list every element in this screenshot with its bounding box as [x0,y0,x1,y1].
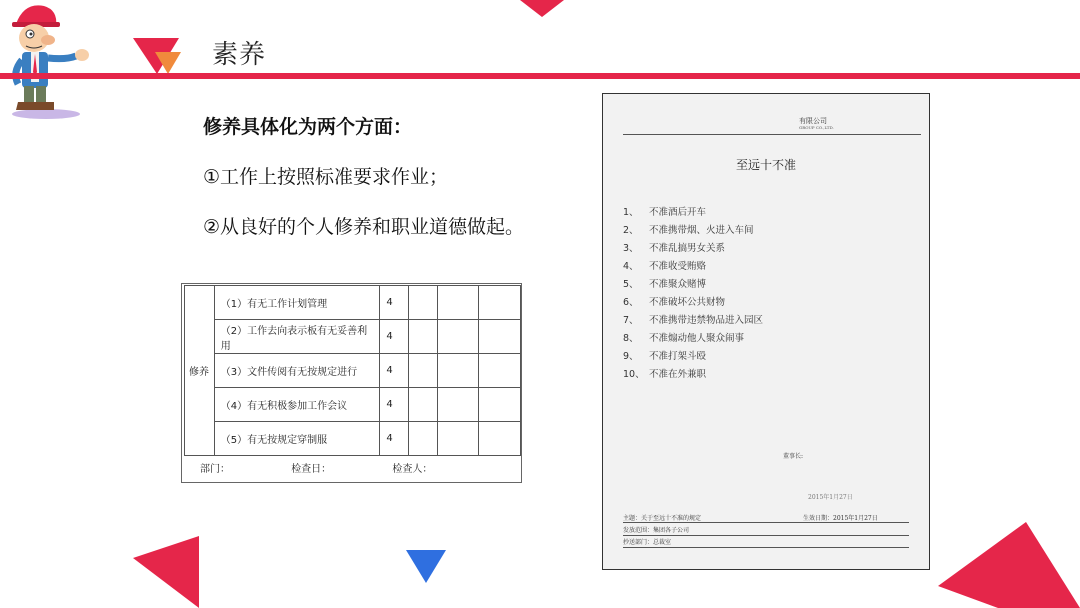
divider [623,134,921,135]
item-cell: （1）有无工作计划管理 [214,286,380,320]
score-cell: 4 [380,388,409,422]
list-item: 1、 不准酒后开车 [623,207,707,218]
blank-cell [479,320,521,354]
document-date: 2015年1月27日 [808,494,853,501]
list-item: 4、 不准收受贿赂 [623,261,707,272]
bottom-right-triangle-decoration [938,522,1080,608]
company-name: 有限公司 [799,117,827,125]
table-row [185,286,521,320]
blank-cell [437,320,479,354]
header-bar [0,73,1080,79]
blank-cell [437,286,479,320]
document-heading: 至远十不准 [735,158,796,172]
score-cell: 4 [380,286,409,320]
divider [623,522,909,523]
effective-date: 生效日期：2015年1月27日 [803,515,878,522]
category-cell: 修养 [185,286,215,456]
company-name-en: GROUP CO.,LTD. [799,125,834,130]
list-item: 9、 不准打架斗殴 [623,351,707,362]
subject-line: 主题：关于至远十不准的规定 [623,515,702,522]
blank-cell [479,286,521,320]
divider [623,547,909,548]
bullet-heading: 修养具体化为两个方面： [203,116,413,138]
checklist-footer [200,460,490,475]
blank-cell [409,354,437,388]
list-item: 5、 不准聚众赌博 [623,279,707,290]
blank-cell [479,422,521,456]
rules-list [623,204,763,384]
inspector-label: 检查人： [392,464,433,475]
blank-cell [479,354,521,388]
list-item: 6、 不准破坏公共财物 [623,297,726,308]
list-item: 2、 不准携带烟、火进入车间 [623,225,754,236]
blank-cell [409,388,437,422]
table-row [185,422,521,456]
divider [623,535,909,536]
item-cell: （5）有无按规定穿制服 [214,422,380,456]
signature-label: 董事长: [783,453,804,460]
item-cell: （2）工作去向表示板有无妥善利用 [214,320,380,354]
bottom-blue-triangle-decoration [406,550,446,584]
item-cell: （3）文件传阅有无按规定进行 [214,354,380,388]
checklist-table [181,283,522,483]
blank-cell [437,388,479,422]
bullet-item-1: ①工作上按照标准要求作业； [203,166,449,188]
bottom-left-triangle-decoration [133,536,203,608]
worker-mascot-icon [4,2,96,120]
top-triangle-decoration [520,0,564,18]
distribution-line: 发放范围：集团各子公司 [623,527,690,534]
list-item: 3、 不准乱搞男女关系 [623,243,726,254]
blank-cell [437,354,479,388]
list-item: 7、 不准携带违禁物品进入园区 [623,315,764,326]
table-row [185,354,521,388]
score-cell: 4 [380,320,409,354]
cc-line: 抄送部门：总裁室 [623,539,672,546]
table-row [185,320,521,354]
score-cell: 4 [380,422,409,456]
document-image [602,93,930,570]
blank-cell [409,320,437,354]
bullet-item-2: ②从良好的个人修养和职业道德做起。 [203,216,525,238]
title-chevron-icon [133,38,181,74]
table-row [185,388,521,422]
list-item: 8、 不准煽动他人聚众闹事 [623,333,745,344]
page-title: 素养 [212,40,267,70]
date-label: 检查日： [291,464,332,475]
blank-cell [437,422,479,456]
blank-cell [409,422,437,456]
dept-label: 部门： [200,464,230,475]
score-cell: 4 [380,354,409,388]
item-cell: （4）有无积极参加工作会议 [214,388,380,422]
blank-cell [409,286,437,320]
list-item: 10、 不准在外兼职 [623,369,707,380]
blank-cell [479,388,521,422]
